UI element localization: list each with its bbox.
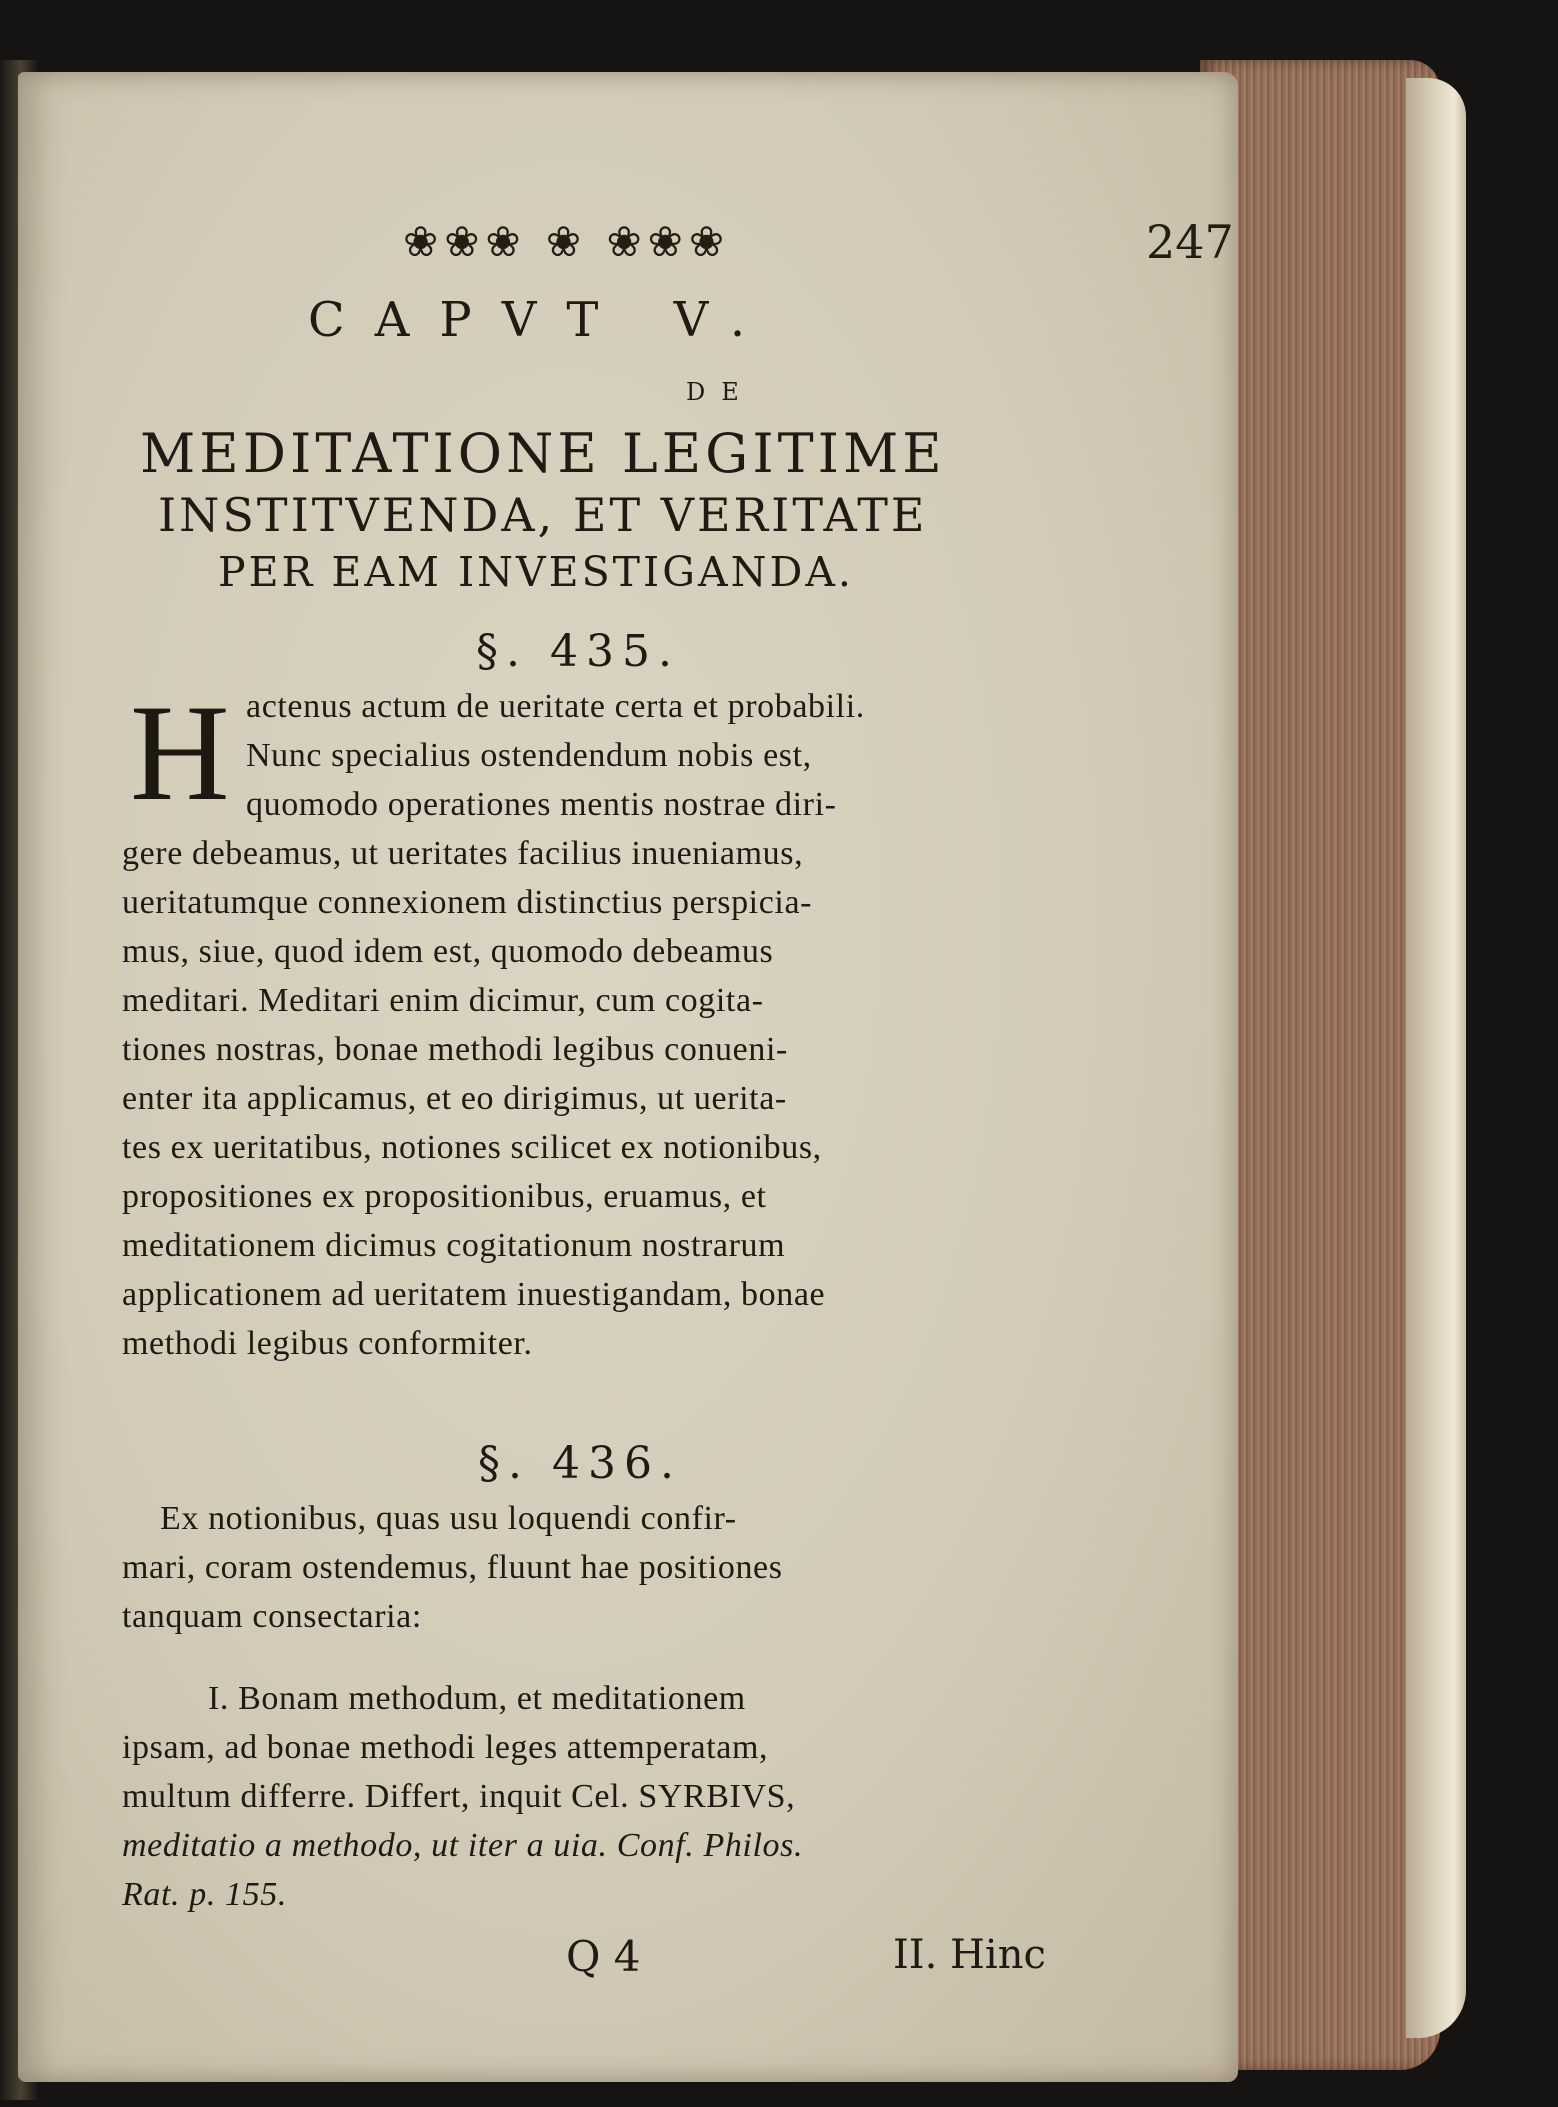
text-line: Rat. p. 155. [122,1876,287,1913]
text-line: tiones nostras, bonae methodi legibus conueni- [122,1031,788,1068]
catchword: II. Hinc [893,1932,1046,1978]
header-ornament: ❀❀❀ ❀ ❀❀❀ [403,217,731,266]
text-line: multum differre. Differt, inquit Cel. SYRBIVS, [122,1778,796,1815]
text-line: meditari. Meditari enim dicimur, cum cogita- [122,982,764,1019]
text-line: I. Bonam methodum, et meditationem [208,1680,746,1717]
chapter-title-line: PER EAM INVESTIGANDA. [218,548,854,596]
text-line: mus, siue, quod idem est, quomodo debeamus [122,933,774,970]
section-heading: §. 436. [478,1438,682,1489]
text-line: tanquam consectaria: [122,1598,422,1635]
drop-cap: H [130,676,230,829]
text-line: mari, coram ostendemus, fluunt hae positiones [122,1549,783,1586]
text-line: Ex notionibus, quas usu loquendi confir- [160,1500,737,1537]
text-line: gere debeamus, ut ueritates facilius inueniamus, [122,835,804,872]
text-line: ueritatumque connexionem distinctius perspicia- [122,884,813,921]
text-line: methodi legibus conformiter. [122,1325,533,1362]
text-line: meditatio a methodo, ut iter a uia. Conf. Philos. [122,1827,804,1864]
text-line: ipsam, ad bonae methodi leges attemperatam, [122,1729,769,1766]
chapter-title-line: INSTITVENDA, ET VERITATE [158,488,928,542]
chapter-de: DE [686,378,755,406]
text-line: tes ex ueritatibus, notiones scilicet ex notionibus, [122,1129,822,1166]
text-line: quomodo operationes mentis nostrae diri- [246,786,837,823]
page-number: 247 [1146,215,1234,269]
text-line: Nunc specialius ostendendum nobis est, [246,737,812,774]
book-page [18,72,1238,2082]
text-line: propositiones ex propositionibus, eruamus, et [122,1178,767,1215]
text-line: meditationem dicimus cogitationum nostrarum [122,1227,786,1264]
text-line: actenus actum de ueritate certa et probabili. [246,688,865,725]
section-heading: §. 435. [476,626,680,677]
chapter-heading: CAPVT V. [308,292,776,348]
chapter-title-line: MEDITATIONE LEGITIME [140,422,946,485]
signature-mark: Q 4 [566,1932,641,1981]
text-line: applicationem ad ueritatem inuestigandam, bonae [122,1276,826,1313]
text-line: enter ita applicamus, et eo dirigimus, ut uerita- [122,1080,787,1117]
